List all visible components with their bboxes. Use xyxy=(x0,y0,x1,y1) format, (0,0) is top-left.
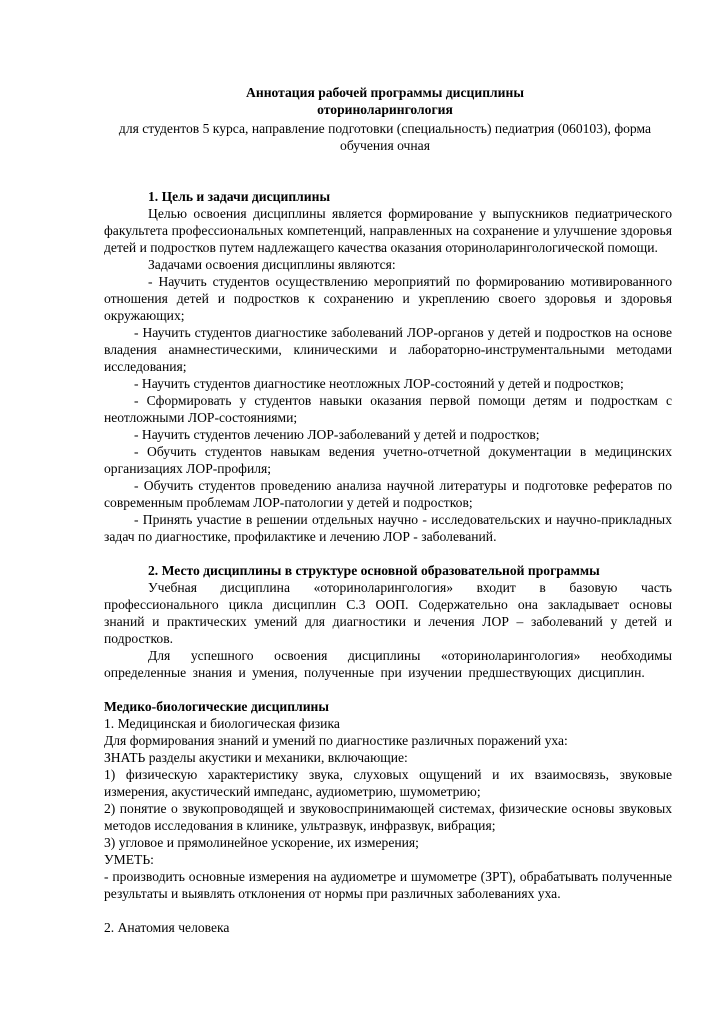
document-subtitle: для студентов 5 курса, направление подготовки (специальность) педиатрия (060103), форма обучения очная xyxy=(118,121,652,153)
section1-tasks-intro: Задачами освоения дисциплины являются: xyxy=(148,257,396,272)
title-block xyxy=(98,84,672,154)
task-item: - Научить студентов диагностике заболеваний ЛОР-органов у детей и подростков на основе владения анамнестическими, клиническими и лабораторно-инструментальными методами исследования; xyxy=(104,325,672,374)
discipline-name: оториноларингология xyxy=(317,102,453,117)
know-label: ЗНАТЬ разделы акустики и механики, включающие: xyxy=(104,750,408,765)
task-item: - Научить студентов диагностике неотложных ЛОР-состояний у детей и подростков; xyxy=(134,376,624,391)
section2-para1: Учебная дисциплина «оториноларингология» входит в базовую часть профессионального цикла дисциплин С.3 ООП. Содержательно она закладывает основы знаний и практических умений для диагностики и лечения ЛОР – заболеваний у детей и подростков. xyxy=(104,580,672,646)
task-item: - Научить студентов осуществлению мероприятий по формированию мотивированного отношения детей и подростков к сохранению и укреплению своего здоровья и здоровья окружающих; xyxy=(104,274,672,323)
task-item: - Обучить студентов навыкам ведения учетно-отчетной документации в медицинских организациях ЛОР-профиля; xyxy=(104,444,672,476)
section2-para2: Для успешного освоения дисциплины «оториноларингология» необходимы определенные знания и умения, полученные при изучении предшествующих дисциплин. xyxy=(104,648,672,680)
can-label: УМЕТЬ: xyxy=(104,852,154,867)
section1-goal: Целью освоения дисциплины является формирование у выпускников педиатрического факультета профессиональных компетенций, направленных на сохранение и улучшение здоровья детей и подростков путем надлежащего качества оказания оториноларингологической помощи. xyxy=(104,206,672,255)
document-title: Аннотация рабочей программы дисциплины xyxy=(246,85,524,100)
section2-heading: 2. Место дисциплины в структуре основной образовательной программы xyxy=(148,563,600,578)
task-item: - Обучить студентов проведению анализа научной литературы и подготовке рефератов по современным проблемам ЛОР-патологии у детей и подростков; xyxy=(104,478,672,510)
know-item: 3) угловое и прямолинейное ускорение, их измерения; xyxy=(104,835,419,850)
task-item: - Принять участие в решении отдельных научно - исследовательских и научно-прикладных задач по диагностике, профилактике и лечению ЛОР - заболеваний. xyxy=(104,512,672,544)
task-item: - Сформировать у студентов навыки оказания первой помощи детям и подросткам с неотложными ЛОР-состояниями; xyxy=(104,393,672,425)
document-page xyxy=(104,84,672,936)
know-item: 1) физическую характеристику звука, слуховых ощущений и их взаимосвязь, звуковые измерения, акустический импеданс, аудиометрию, шумометрию; xyxy=(104,767,672,799)
biomed-item1: 1. Медицинская и биологическая физика xyxy=(104,716,340,731)
task-item: - Научить студентов лечению ЛОР-заболеваний у детей и подростков; xyxy=(134,427,540,442)
can-item: - производить основные измерения на аудиометре и шумометре (ЗРТ), обрабатывать полученные результаты и выявлять отклонения от нормы при различных заболеваниях уха. xyxy=(104,869,672,901)
section1-heading: 1. Цель и задачи дисциплины xyxy=(148,189,331,204)
biomed-purpose: Для формирования знаний и умений по диагностике различных поражений уха: xyxy=(104,733,568,748)
know-item: 2) понятие о звукопроводящей и звуковоспринимающей системах, физические основы звуковых методов исследования в клинике, ультразвук, инфразвук, вибрация; xyxy=(104,801,672,833)
biomed-heading: Медико-биологические дисциплины xyxy=(104,699,330,714)
biomed-item2: 2. Анатомия человека xyxy=(104,920,230,935)
